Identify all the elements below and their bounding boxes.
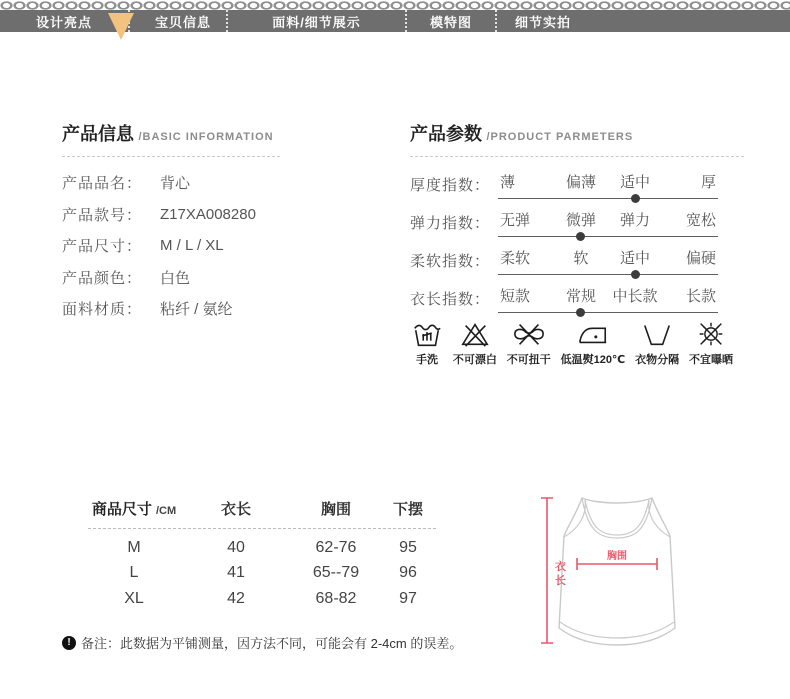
nav-bar [0,10,790,32]
table-row [88,561,436,587]
size-table-header-size [88,498,180,519]
nav-tab-2[interactable] [130,10,228,32]
param-label: 衣长指数： [410,291,491,308]
length-label: 衣 [555,561,566,573]
param-option: 软 [573,250,589,267]
size-header-cn: 商品尺寸 [91,501,152,518]
nav-tab-label: 面料/细节展示 [272,14,361,30]
value-cell: 96 [399,564,417,582]
param-label: 厚度指数： [410,177,491,194]
info-row [62,262,362,294]
param-option: 适中 [619,174,650,191]
low-iron-icon [576,318,610,350]
param-option: 无弹 [500,212,531,229]
info-row [62,293,362,325]
vest-outline [559,498,675,645]
basic-info-section [62,120,362,325]
exclamation-icon: ! [62,636,76,650]
nav-tab-3[interactable] [228,10,407,32]
info-label: 面料材质： [62,301,143,319]
size-table-header-chest: 胸围 [320,501,351,518]
param-option: 柔软 [500,250,531,267]
param-option: 偏硬 [685,250,716,267]
param-selected-dot [576,308,585,317]
info-row [62,230,362,262]
param-scale-line [498,236,718,237]
param-scale [498,247,718,285]
param-option: 宽松 [685,212,716,229]
info-label: 产品颜色： [62,269,143,287]
nav-tab-label: 宝贝信息 [154,14,211,30]
size-table-body [88,535,436,612]
care-instructions [411,318,733,367]
param-option: 薄 [500,174,516,191]
chain-border-decoration [0,0,790,10]
nav-tab-4[interactable] [407,10,497,32]
param-row [410,247,750,285]
care-item [635,318,679,367]
info-row [62,199,362,231]
param-row [410,209,750,247]
parameters-title-en: /PRODUCT PARMETERS [486,131,634,143]
param-selected-dot [631,194,640,203]
param-option: 弹力 [619,212,650,229]
vest-measurement-diagram [533,480,747,654]
length-label: 长 [555,575,566,587]
basic-info-title-cn: 产品信息 [62,124,134,144]
param-scale-line [498,274,718,275]
size-table-header [88,498,436,519]
param-option: 长款 [685,288,716,305]
hand-wash-icon [411,318,443,350]
param-option: 中长款 [612,288,658,305]
param-options [498,247,718,269]
size-table [88,498,436,612]
value-cell: 62-76 [315,538,357,556]
info-label: 产品品名： [62,175,143,193]
parameters-title [410,120,750,146]
care-label: 低温熨120℃ [560,354,626,366]
info-row [62,167,362,199]
value-cell: 95 [399,538,417,556]
param-option: 短款 [500,288,531,305]
wash-separately-icon [640,318,674,350]
param-options [498,285,718,307]
nav-tab-5[interactable] [497,10,589,32]
param-options [498,171,718,193]
note-text: 备注：此数据为平铺测量，因方法不同，可能会有 2-4cm 的误差。 [81,636,463,651]
value-cell: 41 [227,564,245,582]
basic-info-rows [62,167,362,325]
table-row [88,586,436,612]
size-table-header-hem: 下摆 [392,501,423,518]
size-header-unit: /CM [156,505,177,517]
param-selected-dot [576,232,585,241]
no-wring-icon [510,318,548,350]
care-label: 不可扭干 [506,354,551,366]
info-label: 产品尺寸： [62,238,143,256]
value-cell: 97 [399,589,417,607]
care-item [453,318,497,367]
care-item [561,318,626,367]
active-tab-triangle-icon [108,13,134,40]
no-bleach-icon [459,318,491,350]
param-option: 适中 [619,250,650,267]
care-label: 手洗 [416,354,438,366]
value-cell: 68-82 [315,589,357,607]
parameter-rows [410,171,750,323]
info-value: M / L / XL [160,237,224,255]
size-cell: L [129,564,139,582]
size-table-header-length: 衣长 [220,501,251,518]
info-value: 背心 [160,175,191,193]
param-scale-line [498,198,718,199]
param-scale-line [498,312,718,313]
param-label: 柔软指数： [410,253,491,270]
chest-label: 胸围 [607,551,627,562]
param-row [410,171,750,209]
param-scale [498,171,718,209]
param-label: 弹力指数： [410,215,491,232]
table-row [88,535,436,561]
info-label: 产品款号： [62,206,143,224]
measurement-note [62,633,462,652]
info-value: 白色 [160,269,191,287]
param-option: 偏薄 [565,174,596,191]
parameters-title-cn: 产品参数 [410,124,482,144]
info-value: Z17XA008280 [160,205,256,223]
size-table-divider [88,528,436,529]
param-option: 常规 [565,288,596,305]
care-label: 不宜曝晒 [688,354,733,366]
nav-tab-label: 模特图 [429,14,472,30]
param-option: 厚 [700,174,716,191]
parameters-section [410,120,750,323]
size-cell: XL [124,589,144,607]
size-cell: M [127,538,141,556]
nav-tab-label: 细节实拍 [514,14,571,30]
basic-info-divider [62,156,280,157]
parameters-divider [410,156,744,157]
param-scale [498,209,718,247]
care-item [411,318,443,367]
value-cell: 42 [227,589,245,607]
nav-tab-label: 设计亮点 [35,14,92,30]
value-cell: 65--79 [312,564,360,582]
care-label: 衣物分隔 [635,354,680,366]
basic-info-title [62,120,362,146]
care-item [507,318,551,367]
param-options [498,209,718,231]
param-selected-dot [631,270,640,279]
nav-filler [589,10,790,32]
no-sun-icon [695,318,727,350]
basic-info-title-en: /BASIC INFORMATION [138,131,274,143]
value-cell: 40 [227,538,245,556]
param-option: 微弹 [565,212,596,229]
info-value: 粘纤 / 氨纶 [160,301,233,319]
length-measure-line [541,498,553,643]
care-label: 不可漂白 [452,354,497,366]
care-item [689,318,733,367]
